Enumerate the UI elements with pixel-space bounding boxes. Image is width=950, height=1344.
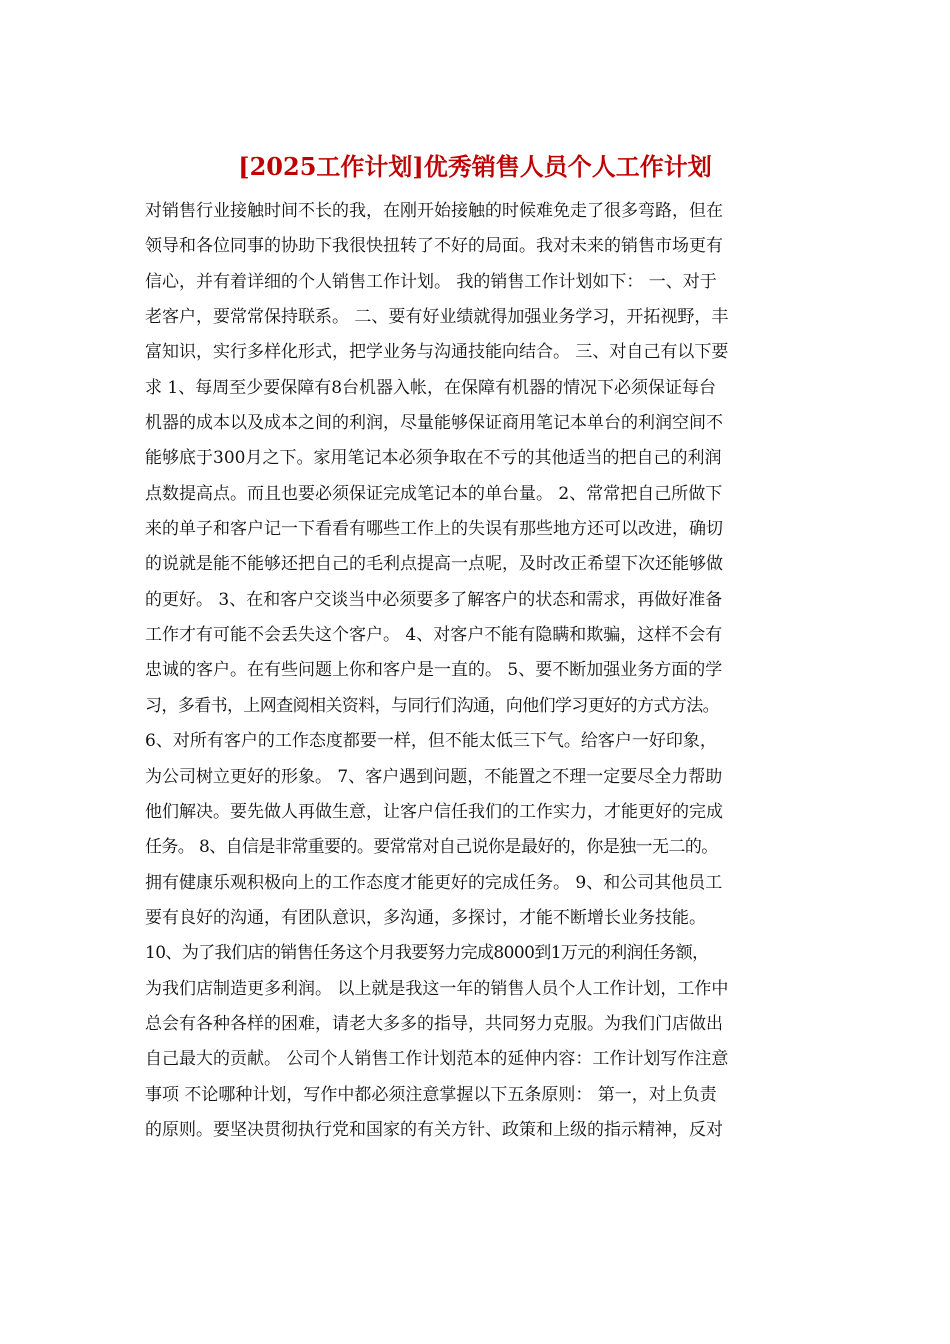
body-line: 自己最大的贡献。 公司个人销售工作计划范本的延伸内容：工作计划写作注意 xyxy=(145,1049,729,1070)
body-line: 为我们店制造更多利润。 以上就是我这一年的销售人员个人工作计划，工作中 xyxy=(145,978,729,999)
body-line: 的更好。 3、在和客户交谈当中必须要多了解客户的状态和需求，再做好准备 xyxy=(145,589,723,610)
body-line: 10、为了我们店的销售任务这个月我要努力完成8000到1万元的利润任务额， xyxy=(145,943,709,964)
body-line: 富知识，实行多样化形式，把学业务与沟通技能向结合。 三、对自己有以下要 xyxy=(145,342,729,363)
body-line: 总会有各种各样的困难，请老大多多的指导，共同努力克服。为我们门店做出 xyxy=(145,1013,723,1034)
body-line: 领导和各位同事的协助下我很快扭转了不好的局面。我对未来的销售市场更有 xyxy=(145,236,723,257)
document-body xyxy=(145,194,815,1148)
body-line: 习，多看书，上网查阅相关资料，与同行们沟通，向他们学习更好的方式方法。 xyxy=(145,695,719,716)
body-line: 为公司树立更好的形象。 7、客户遇到问题，不能置之不理一定要尽全力帮助 xyxy=(145,766,723,787)
body-line: 点数提高点。而且也要必须保证完成笔记本的单台量。 2、常常把自己所做下 xyxy=(145,483,723,504)
body-line: 拥有健康乐观积极向上的工作态度才能更好的完成任务。 9、和公司其他员工 xyxy=(145,872,723,893)
body-line: 工作才有可能不会丢失这个客户。 4、对客户不能有隐瞒和欺骗，这样不会有 xyxy=(145,625,723,646)
body-line: 来的单子和客户记一下看看有哪些工作上的失误有那些地方还可以改进，确切 xyxy=(145,519,723,540)
body-line: 能够底于300月之下。家用笔记本必须争取在不亏的其他适当的把自己的利润 xyxy=(145,448,722,469)
body-line: 要有良好的沟通，有团队意识，多沟通，多探讨，才能不断增长业务技能。 xyxy=(145,907,706,928)
body-line: 的原则。要坚决贯彻执行党和国家的有关方针、政策和上级的指示精神，反对 xyxy=(145,1119,723,1140)
body-line: 事项 不论哪种计划，写作中都必须注意掌握以下五条原则： 第一，对上负责 xyxy=(145,1084,717,1105)
body-line: 的说就是能不能够还把自己的毛利点提高一点呢，及时改正希望下次还能够做 xyxy=(145,554,723,575)
body-line: 任务。 8、自信是非常重要的。要常常对自己说你是最好的，你是独一无二的。 xyxy=(145,837,718,858)
body-line: 信心，并有着详细的个人销售工作计划。 我的销售工作计划如下： 一、对于 xyxy=(145,271,717,292)
body-line: 老客户，要常常保持联系。 二、要有好业绩就得加强业务学习，开拓视野，丰 xyxy=(145,307,729,328)
document-title: [2025工作计划]优秀销售人员个人工作计划 xyxy=(238,152,712,181)
body-line: 机器的成本以及成本之间的利润，尽量能够保证商用笔记本单台的利润空间不 xyxy=(145,413,723,434)
body-line: 忠诚的客户。在有些问题上你和客户是一直的。 5、要不断加强业务方面的学 xyxy=(145,660,723,681)
body-line: 对销售行业接触时间不长的我，在刚开始接触的时候难免走了很多弯路，但在 xyxy=(145,201,723,221)
body-line: 他们解决。要先做人再做生意，让客户信任我们的工作实力，才能更好的完成 xyxy=(145,801,723,822)
body-line: 6、对所有客户的工作态度都要一样，但不能太低三下气。给客户一好印象， xyxy=(145,731,717,752)
body-line: 求 1、每周至少要保障有8台机器入帐，在保障有机器的情况下必须保证每台 xyxy=(145,377,717,398)
